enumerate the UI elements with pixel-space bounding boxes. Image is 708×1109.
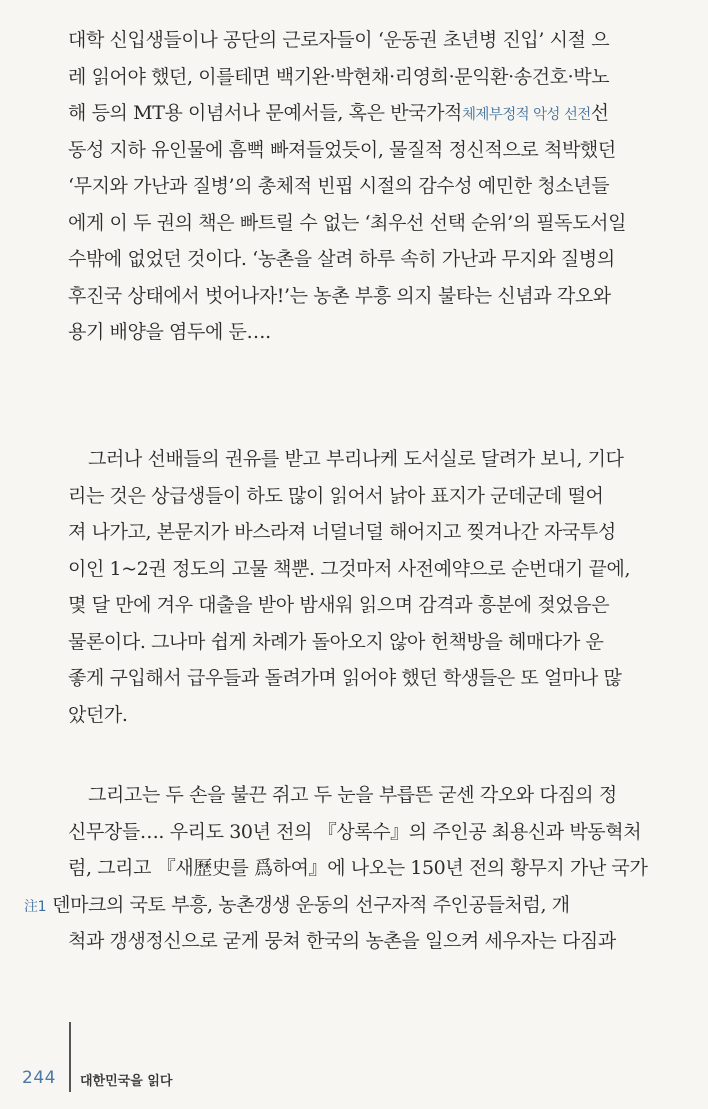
text-line: 져 나가고, 본문지가 바스라져 너덜너덜 해어지고 찢겨나간 자국투성: [68, 521, 616, 543]
text-line: ‘무지와 가난과 질병’의 총체적 빈핍 시절의 감수성 예민한 청소년들: [68, 175, 610, 197]
text-line: 신무장들…. 우리도 30년 전의 『상록수』의 주인공 최용신과 박동혁처: [68, 820, 642, 843]
inline-annotation: 체제부정적 악성 선전: [461, 107, 591, 123]
text-line: 대학 신입생들이나 공단의 근로자들이 ‘운동권 초년병 진입’ 시절 으: [68, 29, 610, 51]
page-number: 244: [22, 1068, 56, 1088]
text-line: 리는 것은 상급생들이 하도 많이 읽어서 낡아 표지가 군데군데 떨어: [68, 484, 604, 507]
text-line: 동성 지하 유인물에 흠뻑 빠져들었듯이, 물질적 정신적으로 척박했던: [68, 138, 616, 161]
text-line: 럼, 그리고 『새歷史를 爲하여』에 나오는 150년 전의 황무지 가난 국가: [68, 857, 648, 879]
running-title: 대한민국을 읽다: [80, 1074, 173, 1089]
text-line: 에게 이 두 권의 책은 빠트릴 수 없는 ‘최우선 선택 순위’의 필독도서일: [68, 211, 627, 234]
text-line: 좋게 구입해서 급우들과 돌려가며 읽어야 했던 학생들은 또 얼마나 많: [68, 667, 622, 689]
paragraph-3: [24, 777, 654, 960]
text-line: [68, 95, 654, 132]
footer-divider: [69, 1022, 71, 1092]
text-line: 후진국 상태에서 벗어나자!’는 농촌 부흥 의지 불타는 신념과 각오와: [68, 284, 611, 307]
text-segment: 해 등의 MT용 이념서나 문예서들, 혹은 반국가적: [68, 102, 462, 124]
text-line: 몇 달 만에 겨우 대출을 받아 밤새워 읽으며 감격과 흥분에 젖었음은: [68, 594, 610, 616]
paragraph-1: [68, 22, 654, 351]
text-line: 이인 1~2권 정도의 고물 책뿐. 그것마저 사전예약으로 순번대기 끝에,: [68, 557, 631, 580]
text-segment: 선: [590, 102, 609, 124]
text-segment: 덴마크의 국토 부흥, 농촌갱생 운동의 선구자적 주인공들처럼, 개: [52, 893, 570, 916]
text-line: 그러나 선배들의 권유를 받고 부리나케 도서실로 달려가 보니, 기다: [88, 448, 624, 470]
text-line: 척과 갱생정신으로 굳게 뭉쳐 한국의 농촌을 일으켜 세우자는 다짐과: [68, 930, 616, 952]
text-line: 레 읽어야 했던, 이를테면 백기완·박현채·리영희·문익환·송건호·박노: [68, 65, 610, 88]
text-line: 물론이다. 그나마 쉽게 차례가 돌아오지 않아 헌책방을 헤매다가 운: [68, 630, 604, 653]
paragraph-2: [68, 441, 654, 733]
footnote-marker: 注1: [24, 898, 47, 915]
text-line: 용기 배양을 염두에 둔….: [68, 321, 271, 343]
text-line: 수밖에 없었던 것이다. ‘농촌을 살려 하루 속히 가난과 무지와 질병의: [68, 248, 615, 270]
text-line: 그리고는 두 손을 불끈 쥐고 두 눈을 부릅뜬 굳센 각오와 다짐의 정: [88, 784, 617, 806]
text-line: 았던가.: [68, 703, 128, 726]
text-line: [24, 887, 654, 924]
